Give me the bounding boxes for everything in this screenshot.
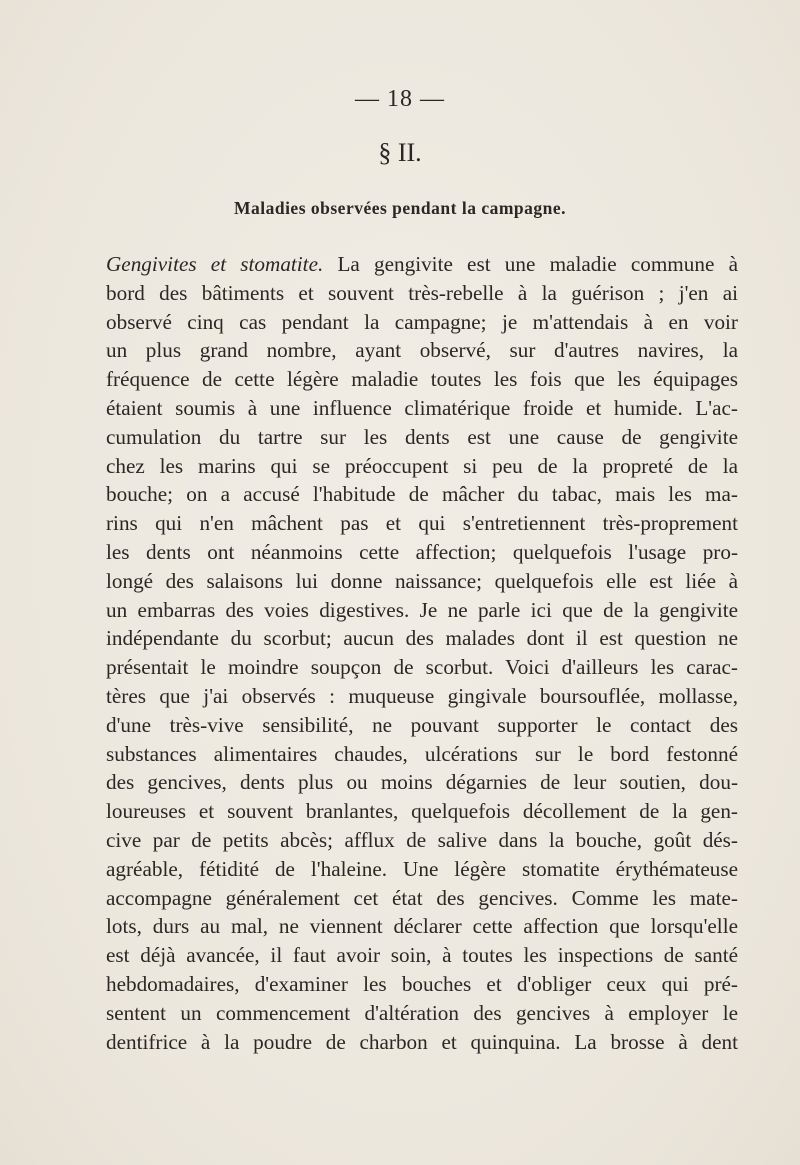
text-line: agréable, fétidité de l'haleine. Une légère stomatite érythémateuse [106, 856, 738, 881]
section-heading: § II. [378, 138, 422, 167]
text-line: rins qui n'en mâchent pas et qui s'entretiennent très-proprement [106, 511, 738, 536]
text-line: indépendante du scorbut; aucun des malades dont il est question ne [106, 626, 738, 651]
body-paragraph [106, 250, 738, 1056]
text-line: les dents ont néanmoins cette affection; quelquefois l'usage pro- [106, 539, 738, 564]
text-line: des gencives, dents plus ou moins dégarnies de leur soutien, dou- [106, 770, 738, 795]
page-number: — 18 — [355, 86, 445, 112]
text-line: lots, durs au mal, ne viennent déclarer cette affection que lorsqu'elle [106, 914, 738, 939]
text-line: loureuses et souvent branlantes, quelquefois décollement de la gen- [106, 799, 738, 824]
text-line: longé des salaisons lui donne naissance; quelquefois elle est liée à [106, 568, 738, 593]
text-line: est déjà avancée, il faut avoir soin, à toutes les inspections de santé [106, 943, 738, 968]
first-line-text: La gengivite est une maladie commune à [323, 252, 738, 276]
text-line: bord des bâtiments et souvent très-rebelle à la guérison ; j'en ai [106, 280, 738, 305]
text-line: étaient soumis à une influence climatérique froide et humide. L'ac- [106, 395, 738, 420]
text-line [106, 250, 738, 279]
text-line: chez les marins qui se préoccupent si peu de la propreté de la [106, 453, 738, 478]
text-line: un embarras des voies digestives. Je ne parle ici que de la gengivite [106, 597, 738, 622]
text-line: présentait le moindre soupçon de scorbut. Voici d'ailleurs les carac- [106, 655, 738, 680]
text-line: substances alimentaires chaudes, ulcérations sur le bord festonné [106, 741, 738, 766]
text-line: sentent un commencement d'altération des gencives à employer le [106, 1000, 738, 1025]
text-line: bouche; on a accusé l'habitude de mâcher du tabac, mais les ma- [106, 482, 738, 507]
text-line: observé cinq cas pendant la campagne; je m'attendais à en voir [106, 309, 738, 334]
text-line: tères que j'ai observés : muqueuse gingivale boursouflée, mollasse, [106, 683, 738, 708]
text-line: accompagne généralement cet état des gencives. Comme les mate- [106, 885, 738, 910]
text-line: hebdomadaires, d'examiner les bouches et d'obliger ceux qui pré- [106, 971, 738, 996]
text-line: d'une très-vive sensibilité, ne pouvant supporter le contact des [106, 712, 738, 737]
paragraph-lead: Gengivites et stomatite. [106, 252, 324, 276]
text-line: un plus grand nombre, ayant observé, sur d'autres navires, la [106, 338, 738, 363]
text-line: dentifrice à la poudre de charbon et quinquina. La brosse à dent [106, 1029, 738, 1054]
text-line: cumulation du tartre sur les dents est une cause de gengivite [106, 424, 738, 449]
text-line: fréquence de cette légère maladie toutes les fois que les équipages [106, 367, 738, 392]
text-line: cive par de petits abcès; afflux de salive dans la bouche, goût dés- [106, 827, 738, 852]
section-title: Maladies observées pendant la campagne. [233, 198, 567, 218]
